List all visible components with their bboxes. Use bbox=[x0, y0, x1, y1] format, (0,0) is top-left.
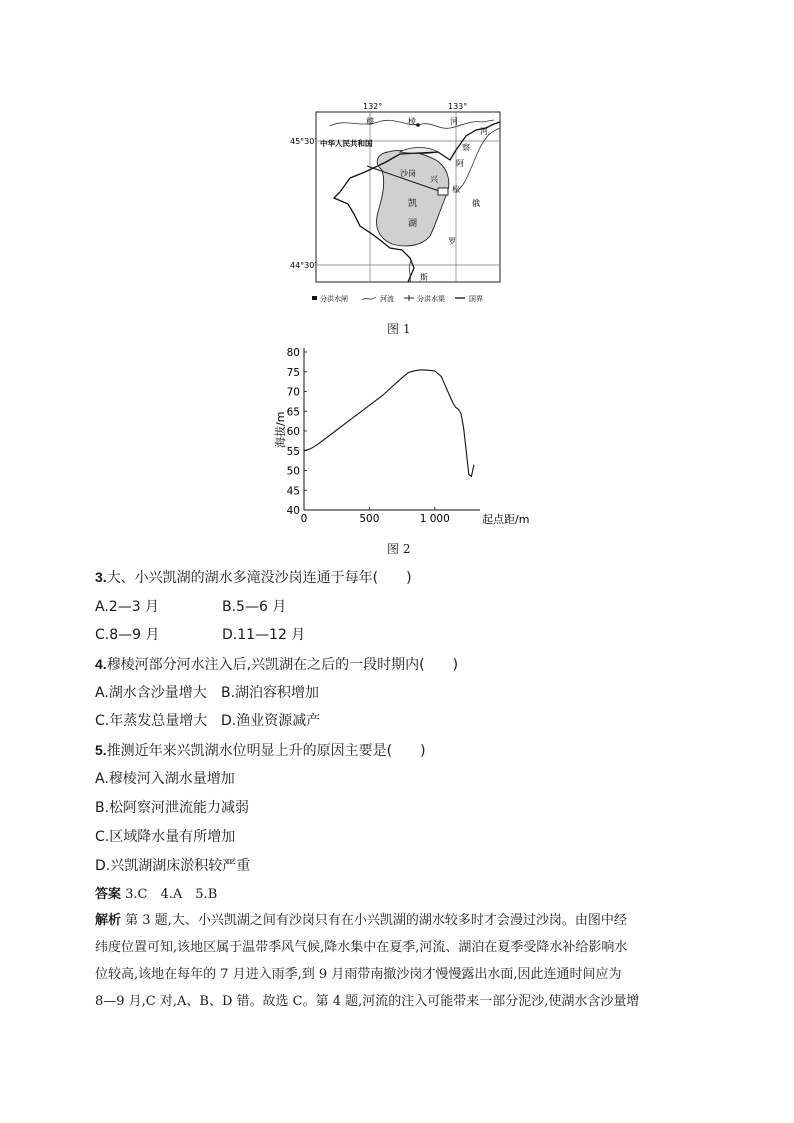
songacha-char-3: 察 bbox=[462, 143, 470, 152]
question-5 bbox=[95, 741, 426, 760]
figure1-caption: 图 1 bbox=[387, 322, 411, 336]
explanation-text-1: 第 3 题,大、小兴凯湖之间有沙岗只有在小兴凯湖的湖水较多时才会漫过沙岗。由图中经 bbox=[121, 913, 627, 928]
chart-ticks bbox=[287, 347, 450, 525]
question-5-option-a: A.穆棱河入湖水量增加 bbox=[95, 771, 235, 787]
question-5-option-c: C.区域降水量有所增加 bbox=[95, 829, 236, 845]
river-char-3: 河 bbox=[450, 117, 458, 126]
x-tick-label: 500 bbox=[359, 513, 380, 525]
explanation-label: 解析 bbox=[95, 913, 122, 928]
sand-ridge-label: 沙岗 bbox=[400, 169, 416, 178]
question-3-option-d: D.11—12 月 bbox=[222, 627, 306, 643]
question-4-number: 4. bbox=[95, 656, 107, 672]
lat-label-4430: 44°30′ bbox=[290, 261, 317, 270]
lon-label-133: 133° bbox=[448, 102, 468, 111]
map-legend bbox=[312, 294, 483, 303]
y-tick-label: 60 bbox=[286, 426, 300, 438]
river-char-4: 河 bbox=[480, 127, 488, 136]
river-char-1: 穆 bbox=[366, 117, 374, 126]
songacha-char-2: 阿 bbox=[456, 159, 464, 168]
y-tick-label: 75 bbox=[286, 366, 300, 379]
explanation-line-4: 8—9 月,C 对,A、B、D 错。故选 C。第 4 题,河流的注入可能带来一部分泥沙,使湖水含沙量增 bbox=[95, 994, 640, 1009]
lat-label-4530: 45°30′ bbox=[290, 137, 317, 146]
chart-axes bbox=[304, 348, 480, 510]
explanation-line-1 bbox=[95, 908, 705, 934]
y-tick-label: 70 bbox=[286, 386, 300, 399]
question-5-text: 推测近年来兴凯湖水位明显上升的原因主要是( ) bbox=[106, 743, 426, 759]
question-3-number: 3. bbox=[95, 569, 107, 585]
question-3-option-b: B.5—6 月 bbox=[222, 599, 287, 615]
question-4-option-b: B.湖泊容积增加 bbox=[221, 685, 320, 701]
russia-char-luo: 罗 bbox=[448, 237, 456, 246]
answer-label: 答案 bbox=[95, 887, 122, 902]
question-5-option-b: B.松阿察河泄流能力减弱 bbox=[95, 800, 250, 816]
legend-border-label: 国界 bbox=[469, 295, 483, 303]
question-3-option-c: C.8—9 月 bbox=[95, 627, 160, 643]
lake-char-xing: 兴 bbox=[430, 175, 438, 184]
x-tick-label: 1 000 bbox=[419, 513, 450, 525]
y-tick-label: 50 bbox=[286, 465, 300, 478]
figure2-caption: 图 2 bbox=[387, 542, 411, 556]
chart-x-axis-label: 起点距/m bbox=[482, 513, 530, 526]
russia-char-si: 斯 bbox=[420, 273, 428, 282]
explanation-line-2: 纬度位置可知,该地区属于温带季风气候,降水集中在夏季,河流、湖泊在夏季受降水补给影响水 bbox=[95, 940, 628, 955]
question-5-option-d: D.兴凯湖湖床淤积较严重 bbox=[95, 858, 251, 874]
elevation-profile-line bbox=[304, 370, 474, 477]
russia-char-e: 俄 bbox=[472, 199, 480, 208]
legend-river-label: 河流 bbox=[380, 295, 394, 303]
question-3-text: 大、小兴凯湖的湖水多滝没沙岗连通于每年( ) bbox=[106, 570, 412, 586]
explanation-line-3: 位较高,该地在每年的 7 月进入雨季,到 9 月雨带南撤沙岗才慢慢露出水面,因此连通时间应为 bbox=[95, 967, 622, 982]
y-tick-label: 80 bbox=[286, 347, 300, 359]
y-tick-label: 40 bbox=[286, 505, 300, 517]
region-label-china: 中华人民共和国 bbox=[320, 139, 373, 148]
y-tick-label: 45 bbox=[286, 485, 300, 498]
river-char-2: 棱 bbox=[408, 117, 416, 126]
figure1-map bbox=[290, 100, 520, 310]
question-4 bbox=[95, 655, 458, 674]
y-tick-label: 65 bbox=[286, 406, 300, 419]
question-4-option-c: C.年蒸发总量增大 bbox=[95, 713, 208, 729]
legend-gate-symbol bbox=[312, 296, 317, 300]
answer-line bbox=[95, 886, 217, 904]
lake-char-hu: 湖 bbox=[408, 219, 418, 229]
chart-y-axis-label: 海拔/m bbox=[274, 411, 287, 448]
lake-char-kai: 凯 bbox=[408, 199, 418, 209]
legend-river-symbol bbox=[362, 297, 376, 300]
legend-channel-label: 分洪水渠 bbox=[417, 295, 445, 303]
answer-text: 3.C 4.A 5.B bbox=[121, 887, 218, 902]
diversion-gate-box bbox=[438, 188, 448, 195]
question-3-option-a: A.2—3 月 bbox=[95, 599, 160, 615]
question-5-number: 5. bbox=[95, 742, 107, 758]
lon-label-132: 132° bbox=[363, 102, 383, 111]
question-4-text: 穆棱河部分河水注入后,兴凯湖在之后的一段时期内( ) bbox=[106, 657, 459, 673]
gate-point bbox=[416, 123, 420, 127]
question-4-option-a: A.湖水含沙量增大 bbox=[95, 685, 207, 701]
figure2-chart bbox=[262, 344, 532, 530]
songacha-char-1: 松 bbox=[452, 185, 460, 194]
x-tick-label: 0 bbox=[300, 513, 308, 525]
legend-gate-label: 分洪水闸 bbox=[320, 295, 348, 303]
question-4-option-d: D.渔业资源减产 bbox=[221, 713, 321, 729]
y-tick-label: 55 bbox=[286, 445, 300, 458]
question-3 bbox=[95, 568, 412, 587]
